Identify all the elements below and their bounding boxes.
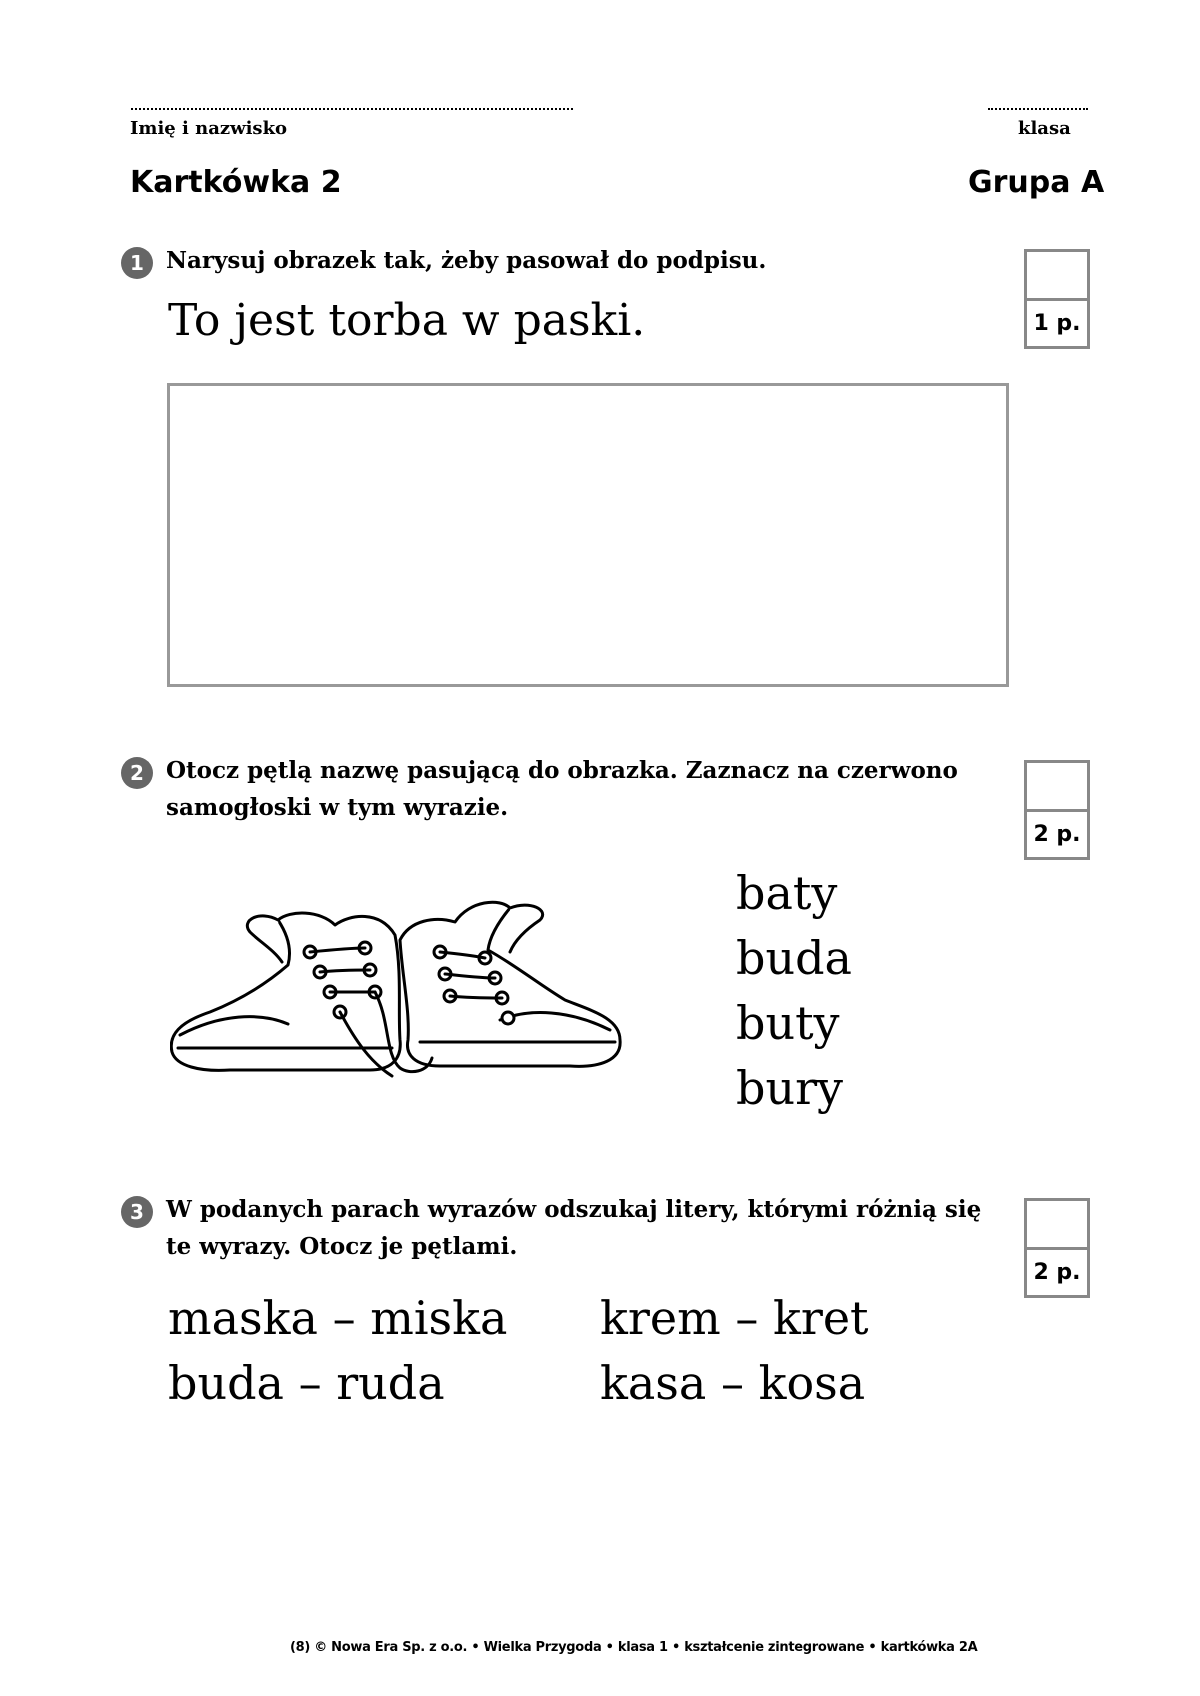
word-option[interactable]: bury [736,1061,844,1115]
points-label: 2 p. [1033,821,1081,847]
points-label: 1 p. [1033,310,1081,336]
page-title: Kartkówka 2 [130,165,342,200]
word-pair[interactable]: maska – miska [168,1291,508,1345]
group-label: Grupa A [968,165,1105,200]
task1-caption: To jest torba w paski. [168,295,646,346]
sneakers-illustration [170,890,630,1080]
score-field[interactable] [1027,1201,1087,1250]
word-pair[interactable]: krem – kret [600,1291,869,1345]
task3-instruction-line1: W podanych parach wyrazów odszukaj litery, którymi różnią się [166,1196,982,1223]
task2-instruction-line2: samogłoski w tym wyrazie. [166,794,509,821]
points-label: 2 p. [1033,1259,1081,1285]
word-option[interactable]: buty [736,996,840,1050]
word-pair[interactable]: kasa – kosa [600,1356,866,1410]
footer-text: (8) © Nowa Era Sp. z o.o. • Wielka Przygoda • klasa 1 • kształcenie zintegrowane • kartkówka 2A [290,1640,978,1655]
name-label: Imię i nazwisko [130,118,288,139]
task2-instruction-line1: Otocz pętlą nazwę pasującą do obrazka. Zaznacz na czerwono [166,757,958,784]
task1-score-box[interactable] [1024,249,1090,349]
task3-instruction-line2: te wyrazy. Otocz je pętlami. [166,1233,518,1260]
word-option[interactable]: baty [736,866,838,920]
class-label: klasa [1018,118,1071,139]
task-number-badge: 1 [121,247,153,279]
task3-score-box[interactable] [1024,1198,1090,1298]
drawing-area[interactable] [167,383,1009,687]
word-pair[interactable]: buda – ruda [168,1356,445,1410]
task2-score-box[interactable] [1024,760,1090,860]
name-line[interactable] [131,108,573,110]
class-line[interactable] [988,108,1088,110]
word-option[interactable]: buda [736,931,852,985]
task1-instruction: Narysuj obrazek tak, żeby pasował do podpisu. [166,247,767,274]
task-number-badge: 3 [121,1196,153,1228]
score-field[interactable] [1027,763,1087,812]
task-number-badge: 2 [121,757,153,789]
score-field[interactable] [1027,252,1087,301]
